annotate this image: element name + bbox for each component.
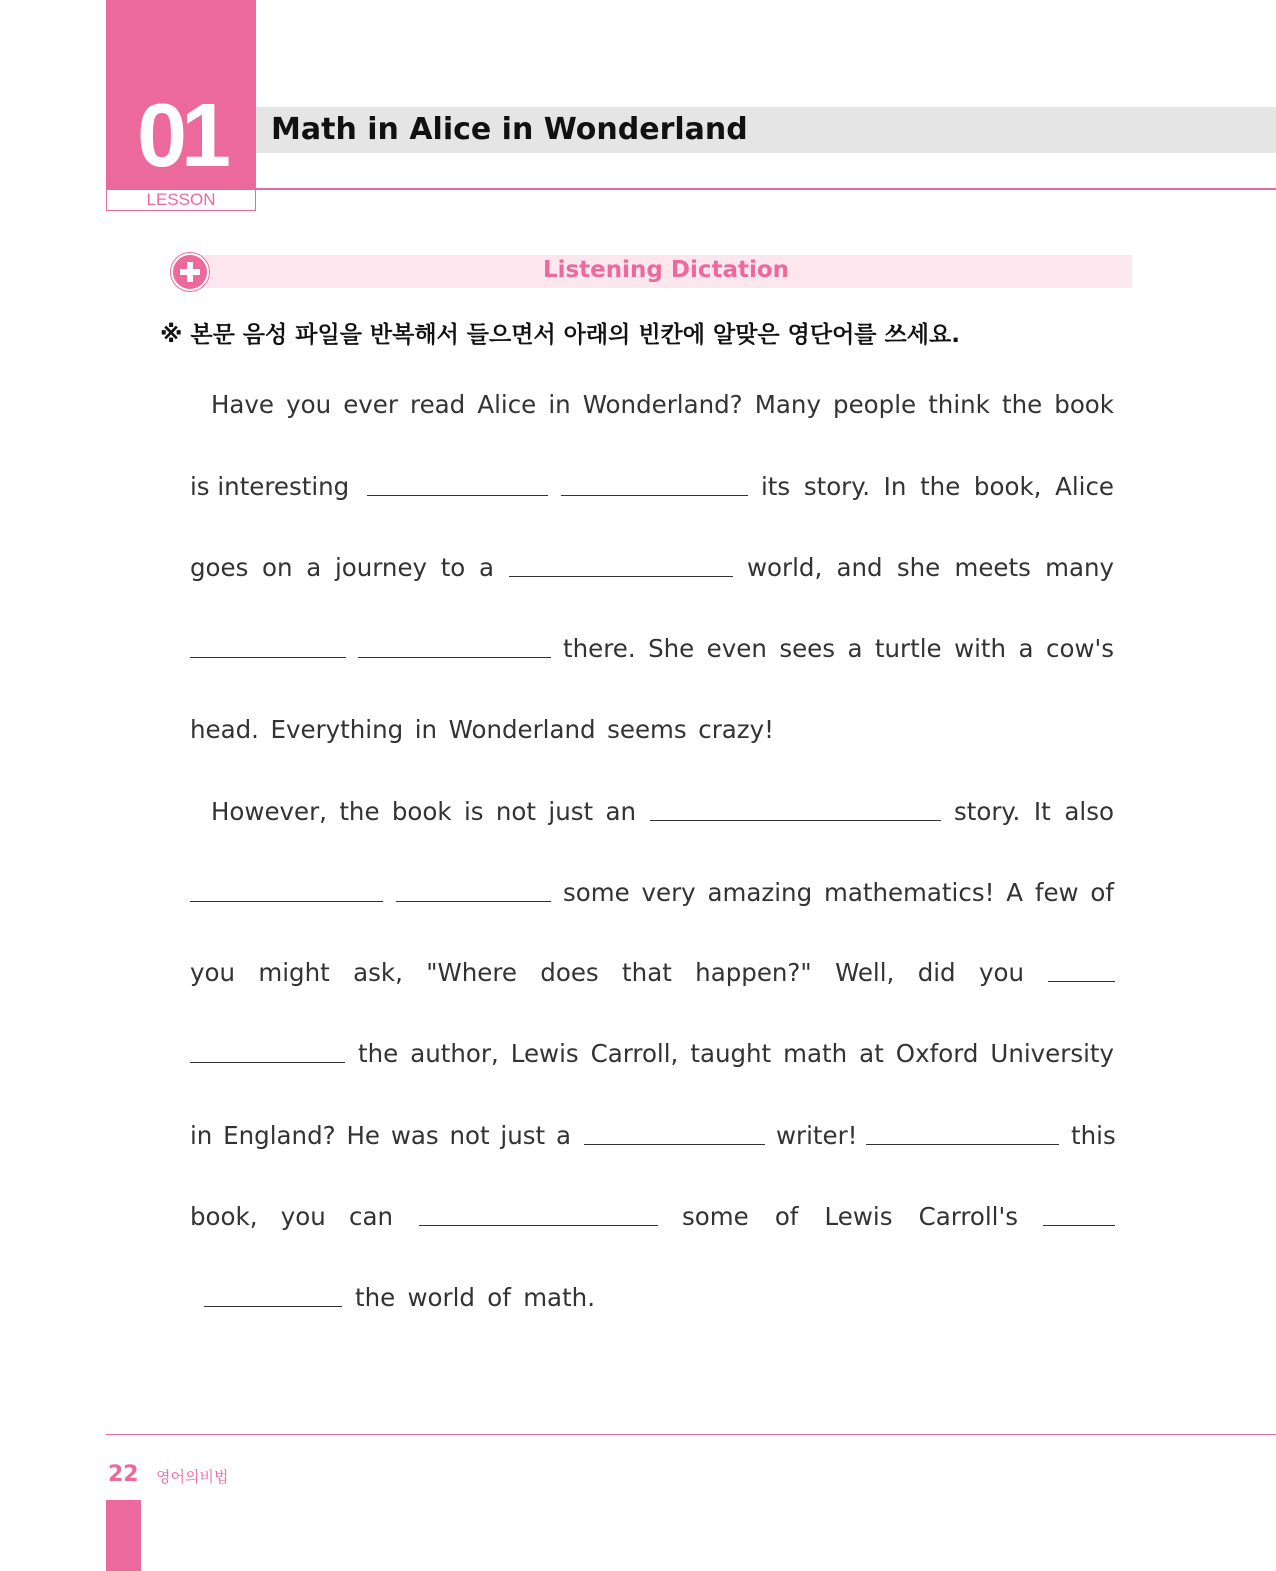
passage-text: is interesting <box>190 472 350 501</box>
lesson-badge <box>106 0 256 190</box>
passage-text: world, and she meets many <box>747 553 1114 582</box>
passage-text: its story. In the book, Alice <box>761 472 1114 501</box>
lesson-label-box <box>106 190 256 211</box>
header-divider <box>256 188 1276 190</box>
instruction-text: ※ 본문 음성 파일을 반복해서 들으면서 아래의 빈칸에 알맞은 영단어를 쓰세요. <box>160 322 960 348</box>
passage-text: you might ask, "Where does that happen?" Well, did you <box>190 958 1024 987</box>
passage-text: Have you ever read Alice in Wonderland? Many people think the book <box>211 390 1114 419</box>
footer-divider <box>106 1434 1276 1435</box>
blank-input[interactable] <box>190 877 383 902</box>
blank-input[interactable] <box>1043 1201 1115 1226</box>
passage-text: writer! <box>776 1121 858 1150</box>
blank-input[interactable] <box>190 1038 345 1063</box>
passage-text: However, the book is not just an <box>211 797 636 826</box>
passage-text: head. Everything in Wonderland seems crazy! <box>190 715 774 744</box>
book-name: 영어의비법 <box>156 1468 229 1486</box>
blank-input[interactable] <box>866 1120 1059 1145</box>
blank-input[interactable] <box>396 877 551 902</box>
lesson-label: LESSON <box>146 190 216 209</box>
lesson-title-bar <box>256 107 1276 153</box>
lesson-title: Math in Alice in Wonderland <box>271 112 748 147</box>
footer-accent-block <box>106 1500 141 1571</box>
passage-text: the author, Lewis Carroll, taught math at Oxford University <box>358 1039 1114 1068</box>
blank-input[interactable] <box>190 633 346 658</box>
passage-text: book, you can <box>190 1202 393 1231</box>
passage-text: in England? He was not just a <box>190 1121 571 1150</box>
blank-input[interactable] <box>561 471 748 496</box>
blank-input[interactable] <box>584 1120 765 1145</box>
blank-input[interactable] <box>1048 957 1115 982</box>
blank-input[interactable] <box>358 633 551 658</box>
passage-text: the world of math. <box>355 1283 595 1312</box>
passage-text: this <box>1071 1121 1116 1150</box>
blank-input[interactable] <box>509 552 733 577</box>
plus-icon <box>171 253 209 291</box>
blank-input[interactable] <box>367 471 548 496</box>
passage-text: some very amazing mathematics! A few of <box>563 878 1114 907</box>
passage-text: goes on a journey to a <box>190 553 494 582</box>
page-number: 22 <box>108 1462 139 1487</box>
passage-line-1 <box>211 389 1114 421</box>
section-header <box>200 255 1132 288</box>
lesson-number: 01 <box>136 86 226 186</box>
blank-input[interactable] <box>204 1282 342 1307</box>
section-title: Listening Dictation <box>542 257 790 283</box>
blank-input[interactable] <box>650 796 941 821</box>
passage-text: there. She even sees a turtle with a cow's <box>563 634 1114 663</box>
passage-text: some of Lewis Carroll's <box>682 1202 1018 1231</box>
blank-input[interactable] <box>419 1201 658 1226</box>
passage-text: story. It also <box>954 797 1114 826</box>
